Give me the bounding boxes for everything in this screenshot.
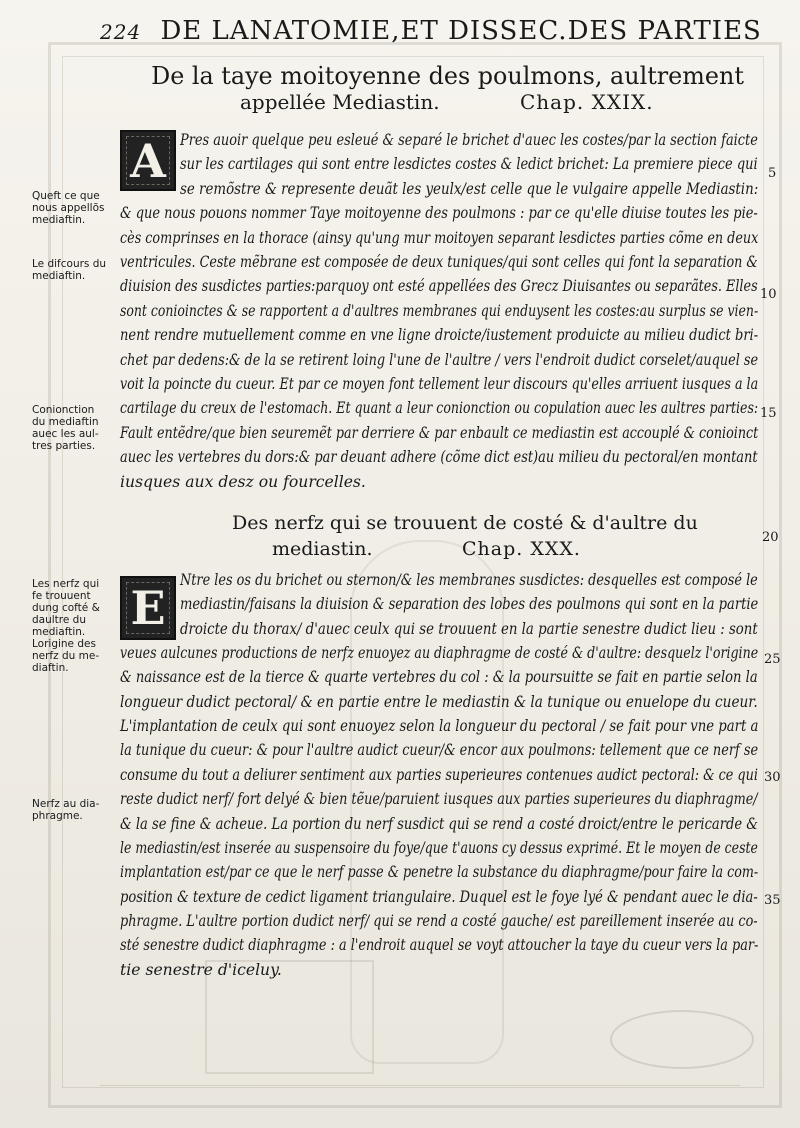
bleed-through-floor [100, 1085, 740, 1086]
text-line: position & texture de cedict ligament triangulaire. Duquel est le foye lyé & pendant auec le dia- [120, 887, 758, 906]
text-line: mediastin/faisans la diuision & separation des lobes des poulmons qui sont en la partie [180, 595, 759, 614]
margin-note-line: Les nerfz qui [32, 578, 100, 590]
bleed-through-basin [610, 1010, 754, 1069]
text-line: L'implantation de ceulx qui sont enuoyez selon la longueur du pectoral / se fait pour vne part a [120, 717, 759, 736]
margin-note-line: nerfz du me- [32, 650, 100, 662]
text-line: sur les cartilages qui sont entre lesdictes costes & ledict brichet: La premiere piece qui [180, 155, 758, 174]
text-line: se remõstre & represente deuãt les yeulx/est celle que le vulgaire appelle Mediastin: [180, 179, 759, 198]
margin-note-line: Queft ce que [32, 190, 100, 202]
text-line: la tunique du cueur: & pour l'aultre audict cueur/& encor aux poulmons: tellement que ce nerf se [120, 741, 759, 760]
line-number: 10 [760, 287, 777, 302]
margin-note-line: mediaftin. [32, 214, 86, 226]
margin-note-line: Conionction [32, 404, 95, 416]
text-line: cès comprinses en la thorace (ainsy qu'ung mur moitoyen separant lesdictes parties cõme en deux [120, 228, 759, 247]
text-line: cartilage du creux de l'estomach. Et quant a leur conionction ou copulation auec les aultres parties: [120, 399, 759, 418]
margin-note-line: mediaftin. [32, 626, 86, 638]
line-number: 30 [764, 770, 781, 785]
chapter-30-title: Des nerfz qui se trouuent de costé & d'aultre du [232, 512, 698, 534]
text-line: voit la poincte du cueur. Et par ce moyen font tellement leur discours qu'elles arriuent iusques a la [120, 375, 759, 393]
text-line: diuision des susdictes parties:parquoy ont esté appellées des Grecz Diuisantes ou separãtes. Elles [120, 277, 758, 296]
text-line: veues aulcunes productions de nerfz enuoyez au diaphragme de costé & d'aultre: desquelz l'origine [120, 644, 759, 663]
margin-note-line: tres parties. [32, 440, 96, 452]
margin-note-line: dung cofté & [32, 602, 100, 614]
chapter-29-title: De la taye moitoyenne des poulmons, aultrement [151, 62, 744, 90]
margin-note-line: mediaftin. [32, 270, 86, 282]
chapter-29-subtitle: appellée Mediastin. [240, 90, 440, 114]
line-number: 15 [760, 406, 777, 421]
margin-note-line: Le difcours du [32, 258, 107, 270]
running-head [100, 16, 790, 46]
text-line: Ntre les os du brichet ou sternon/& les membranes susdictes: desquelles est composé le [180, 571, 758, 589]
margin-note [32, 258, 106, 282]
chapter-30-subtitle: mediastin. [272, 538, 373, 560]
chapter-30-label: Chap. XXX. [462, 538, 581, 560]
margin-note [32, 404, 99, 452]
margin-note-line: auec les aul- [32, 428, 99, 440]
margin-note [32, 578, 100, 674]
text-line: auec les vertebres du dors:& par deuant adhere (cõme dict est)au milieu du pectoral/en montant [120, 448, 758, 467]
margin-note-line: daultre du [32, 614, 86, 626]
margin-note-line: Lorigine des [32, 638, 96, 650]
line-number: 35 [764, 893, 781, 908]
text-line: Fault entẽdre/que bien seuremẽt par derriere & par enbault ce mediastin est accouplé & conioinct [120, 423, 759, 442]
text-line: longueur dudict pectoral/ & en partie entre le mediastin & la tunique ou enuelope du cueur. [120, 692, 758, 711]
text-line: & la se fine & acheue. La portion du nerf susdict qui se rend a costé droict/entre le pericarde & [120, 814, 758, 833]
text-line: le mediastin/est inserée au suspensoire du foye/que t'auons cy dessus exprimé. Et le moyen de ceste [120, 838, 758, 857]
margin-note [32, 798, 99, 822]
running-title: DE LANATOMIE,ET DISSEC.DES PARTIES [160, 16, 762, 46]
chapter-29-label: Chap. XXIX. [520, 90, 654, 114]
text-line: sté senestre dudict diaphragme : a l'endroit auquel se voyt attoucher la taye du cueur vers la par- [120, 936, 759, 955]
margin-note-line: nous appellõs [32, 202, 105, 214]
page-number: 224 [100, 20, 142, 44]
margin-note-line: du mediaftin [32, 416, 99, 428]
text-line: ventricules. Ceste mẽbrane est composée de deux tuniques/qui sont celles qui font la separation & [120, 253, 758, 271]
text-line: implantation est/par ce que le nerf passe & penetre la substance du diaphragme/pour faire la com- [120, 863, 759, 882]
text-line: Pres auoir quelque peu esleué & separé le brichet d'auec les costes/par la section faicte [180, 131, 758, 149]
margin-note [32, 190, 105, 226]
text-line: nent rendre mutuellement comme en vne ligne droicte/iustement produicte au milieu dudict bri- [120, 326, 759, 345]
margin-note-line: diaftin. [32, 662, 69, 674]
line-number: 5 [768, 166, 777, 181]
line-number: 25 [764, 652, 781, 667]
drop-cap-a: A [120, 130, 176, 191]
text-line: reste dudict nerf/ fort delyé & bien tẽue/paruient iusques aux parties superieures du diaphragme/ [120, 790, 758, 809]
line-number: 20 [762, 530, 779, 545]
text-line: phragme. L'aultre portion dudict nerf/ qui se rend a costé gauche/ est pareillement inserée au co- [120, 911, 758, 930]
margin-note-line: phragme. [32, 810, 83, 822]
margin-note-line: fe trouuent [32, 590, 91, 602]
text-line: droicte du thorax/ d'auec ceulx qui se trouuent en la partie senestre dudict lieu : sont [180, 619, 758, 638]
text-line: & que nous pouons nommer Taye moitoyenne des poulmons : par ce qu'elle diuise toutes les pie- [120, 204, 758, 223]
text-line: & naissance est de la tierce & quarte vertebres du col : & la poursuitte se fait en partie selon la [120, 668, 758, 687]
text-line: consume du tout a deliurer sentiment aux parties superieures contenues audict pectoral: & ce qui [120, 765, 758, 784]
text-line: sont conioinctes & se rapportent a d'aultres membranes qui enduysent les costes:au surplus se vien- [120, 301, 759, 320]
text-line: tie senestre d'iceluy. [120, 960, 282, 979]
text-line: chet par dedens:& de la se retirent loing l'une de l'aultre / vers l'endroit dudict corselet/auquel se [120, 350, 759, 369]
drop-cap-e: E [120, 576, 176, 640]
margin-note-line: Nerfz au dia- [32, 798, 100, 810]
text-line: iusques aux desz ou fourcelles. [120, 472, 366, 491]
